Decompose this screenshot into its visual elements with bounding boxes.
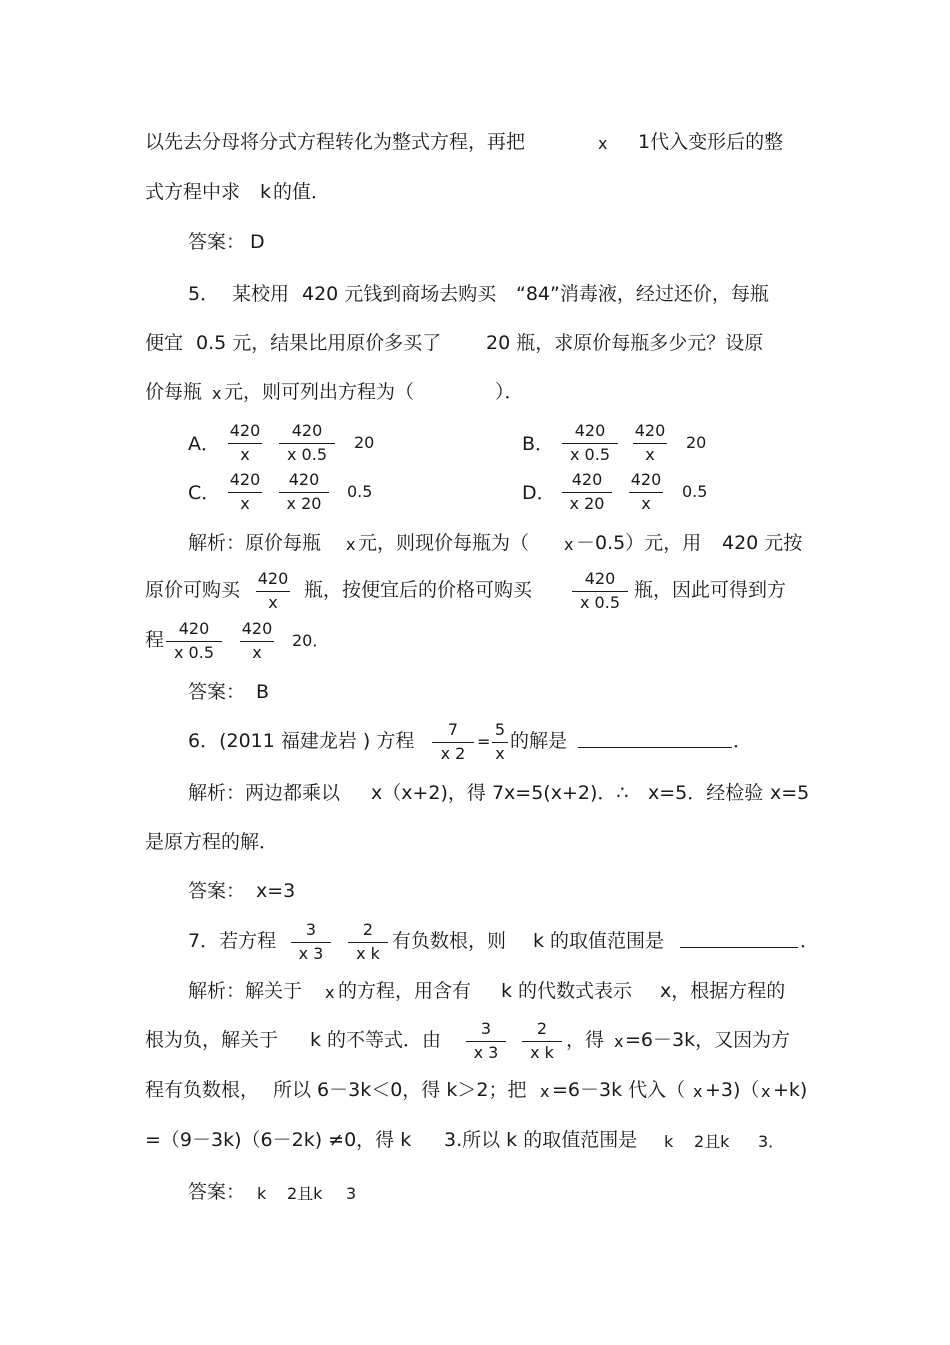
q7-sol-line4-a: =（9－3k)（6－2k) ≠0，得 k <box>145 1129 412 1151</box>
denominator: x <box>641 494 651 513</box>
denominator: x <box>240 494 250 513</box>
q7-sol-line3-a: 程有负数根， <box>145 1079 260 1101</box>
option-d-rhs: 0.5 <box>682 482 708 501</box>
denominator: x 0.5 <box>580 593 620 612</box>
q5-line2-c: 20 瓶，求原价每瓶多少元？设原 <box>486 332 764 354</box>
q7-text-d: ． <box>800 930 820 952</box>
q7-sol-x: x <box>325 983 335 1002</box>
numerator: 420 <box>288 470 320 489</box>
q7-frac2 <box>348 920 388 964</box>
option-c-label: C． <box>188 482 221 504</box>
denominator: x <box>645 445 655 464</box>
q6-blank[interactable] <box>578 729 732 752</box>
answer4-value: D <box>250 231 265 253</box>
denominator: x 2 <box>440 744 466 763</box>
q7-sol-line4-b: 3.所以 k 的取值范围是 <box>444 1129 638 1151</box>
option-a-frac1 <box>228 421 262 465</box>
numerator: 2 <box>362 920 374 939</box>
denominator: x 0.5 <box>174 643 214 662</box>
denominator: x <box>240 445 250 464</box>
option-d-frac2 <box>629 470 663 514</box>
p1-var-x: x <box>598 134 608 153</box>
option-b-rhs: 20 <box>686 433 707 452</box>
p1-text-b: 1代入变形后的整 <box>638 131 784 153</box>
q7-sol-line1-b: 的方程，用含有 <box>338 980 472 1002</box>
denominator: x 3 <box>473 1043 499 1062</box>
p1-var-k: k <box>260 181 272 203</box>
q7-sol-line1-c: k 的代数式表示 <box>501 980 633 1002</box>
q5-sol-frac1 <box>256 569 290 613</box>
q7-sol-line2-x: x <box>614 1032 624 1051</box>
q6-text-b: 的解是 <box>510 730 568 752</box>
q5-sol-x: x <box>346 535 356 554</box>
numerator: 420 <box>257 569 289 588</box>
denominator: x <box>252 643 262 662</box>
answer5-value: B <box>256 681 270 703</box>
q7-sol-line3-c: =6－3k 代入（ <box>552 1079 686 1101</box>
q7-sol-line3-b: 所以 6－3k＜0，得 k＞2；把 <box>273 1079 527 1101</box>
denominator: x <box>268 593 278 612</box>
q5-sol-frac2 <box>572 569 628 613</box>
denominator: x 0.5 <box>287 445 327 464</box>
q6-equals: = <box>477 732 491 751</box>
q7-sol-line4-e: 3． <box>758 1132 785 1151</box>
numerator: 420 <box>229 470 261 489</box>
q5-number: 5． <box>188 283 220 305</box>
numerator: 420 <box>229 421 261 440</box>
q5-sol-line3-b: 20． <box>292 631 329 650</box>
q5-line3-x: x <box>212 384 222 403</box>
answer4-label: 答案： <box>188 231 246 253</box>
q5-sol-x2: x <box>564 535 574 554</box>
option-c-frac2 <box>279 470 329 514</box>
q7-sol-frac2 <box>522 1019 562 1063</box>
numerator: 420 <box>571 470 603 489</box>
q5-line3-c: ）． <box>495 381 524 403</box>
q5-sol-line2-c: 瓶，因此可得到方 <box>634 579 787 601</box>
answer7-k: k <box>257 1184 267 1203</box>
q5-text-c: “84”消毒液，经过还价，每瓶 <box>516 283 769 305</box>
answer7-label: 答案： <box>188 1181 246 1203</box>
q7-sol-line3-x: x <box>540 1082 550 1101</box>
q7-sol-line3-x3: x <box>761 1082 771 1101</box>
q7-sol-line1-a: 解析：解关于 <box>188 980 303 1002</box>
q7-text-a: 7．若方程 <box>188 930 277 952</box>
q7-sol-line3-e: +k) <box>773 1079 808 1101</box>
option-c-rhs: 0.5 <box>347 482 373 501</box>
answer5-label: 答案： <box>188 681 246 703</box>
answer7-three: 3 <box>346 1184 357 1203</box>
q7-sol-line4-k: k <box>664 1132 674 1151</box>
numerator: 420 <box>178 619 210 638</box>
option-a-rhs: 20 <box>354 433 375 452</box>
numerator: 3 <box>305 920 317 939</box>
denominator: x 20 <box>569 494 605 513</box>
q5-sol-frac4 <box>240 619 274 663</box>
q5-sol-line1-e: 420 元按 <box>722 532 803 554</box>
q5-sol-line1-b: 元，则现价每瓶为（ <box>358 532 530 554</box>
q5-line3-a: 价每瓶 <box>145 381 203 403</box>
q7-frac1 <box>291 920 331 964</box>
q7-sol-line4-d: 2且k <box>694 1132 730 1151</box>
numerator: 7 <box>447 720 459 739</box>
option-a-label: A． <box>188 433 220 455</box>
q7-sol-line2-c: ，得 <box>566 1029 605 1051</box>
q6-text-a: 6．(2011 福建龙岩 ) 方程 <box>188 730 415 752</box>
q6-sol-d: x=5 <box>770 782 810 804</box>
q7-sol-line2-b: k 的不等式．由 <box>310 1029 442 1051</box>
denominator: x 3 <box>298 944 324 963</box>
q7-sol-line3-d: +3)（ <box>705 1079 760 1101</box>
q5-text-b: 420 元钱到商场去购买 <box>302 283 497 305</box>
q7-blank[interactable] <box>680 929 798 952</box>
q5-sol-line1-a: 解析：原价每瓶 <box>188 532 322 554</box>
q6-frac1 <box>432 720 474 764</box>
numerator: 420 <box>241 619 273 638</box>
q6-sol-c: x=5．经检验 <box>648 782 764 804</box>
q5-sol-frac3 <box>166 619 222 663</box>
p1-line2-b: 的值． <box>273 181 331 203</box>
option-a-frac2 <box>279 421 335 465</box>
q5-sol-line2-a: 原价可购买 <box>145 579 241 601</box>
q7-sol-line2-d: =6－3k，又因为方 <box>625 1029 791 1051</box>
q7-text-b: 有负数根，则 <box>392 930 507 952</box>
q5-sol-line2-b: 瓶，按便宜后的价格可购买 <box>304 579 533 601</box>
option-b-frac1 <box>562 421 618 465</box>
numerator: 3 <box>480 1019 492 1038</box>
q7-text-c: k 的取值范围是 <box>533 930 665 952</box>
q5-sol-line3-a: 程 <box>145 629 165 651</box>
denominator: x 20 <box>286 494 322 513</box>
option-b-frac2 <box>633 421 667 465</box>
answer6-label: 答案： <box>188 880 246 902</box>
denominator: x 0.5 <box>570 445 610 464</box>
numerator: 420 <box>584 569 616 588</box>
denominator: x k <box>356 944 380 963</box>
q5-line2-b: 0.5 元，结果比用原价多买了 <box>196 332 442 354</box>
q6-sol-a: 解析：两边都乘以 <box>188 782 341 804</box>
denominator: x <box>495 744 505 763</box>
q7-sol-frac1 <box>466 1019 506 1063</box>
p1-text-a: 以先去分母将分式方程转化为整式方程，再把 <box>145 131 526 153</box>
numerator: 5 <box>494 720 506 739</box>
q6-sol-line2: 是原方程的解． <box>145 831 279 853</box>
q6-text-c: ． <box>733 730 753 752</box>
option-d-label: D． <box>522 482 556 504</box>
q7-sol-line3-x2: x <box>693 1082 703 1101</box>
q5-line3-b: 元，则可列出方程为（ <box>224 381 415 403</box>
p1-line1 <box>145 130 525 154</box>
numerator: 420 <box>630 470 662 489</box>
q6-sol-b: x（x+2)，得 7x=5(x+2)．∴ <box>371 782 629 804</box>
q6-frac2 <box>492 720 508 764</box>
answer6-value: x=3 <box>256 880 296 902</box>
option-d-frac1 <box>562 470 612 514</box>
q5-sol-line1-d: －0.5）元，用 <box>576 532 702 554</box>
q7-sol-line2-a: 根为负，解关于 <box>145 1029 279 1051</box>
numerator: 420 <box>291 421 323 440</box>
option-c-frac1 <box>228 470 262 514</box>
q5-line2-a: 便宜 <box>145 332 184 354</box>
q7-sol-line1-d: x，根据方程的 <box>660 980 786 1002</box>
numerator: 2 <box>536 1019 548 1038</box>
answer7-rest: 2且k <box>287 1184 323 1203</box>
option-b-label: B． <box>522 433 555 455</box>
numerator: 420 <box>634 421 666 440</box>
q5-text-a: 某校用 <box>232 283 290 305</box>
numerator: 420 <box>574 421 606 440</box>
p1-line2-a: 式方程中求 <box>145 181 241 203</box>
denominator: x k <box>530 1043 554 1062</box>
